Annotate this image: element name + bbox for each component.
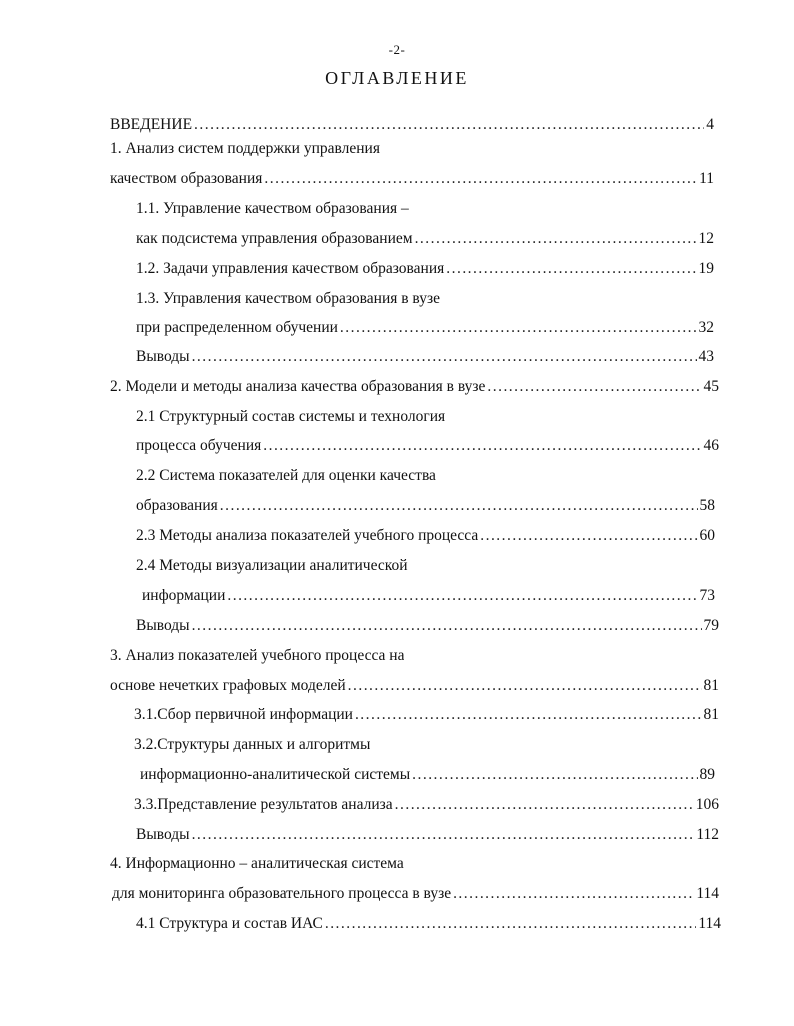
toc-page-number: 4 bbox=[706, 116, 714, 133]
dot-leader bbox=[355, 704, 702, 726]
toc-page-number: 89 bbox=[699, 766, 715, 783]
dot-leader bbox=[415, 228, 697, 250]
page-number: -2- bbox=[388, 42, 406, 57]
toc-page-number: 79 bbox=[703, 617, 719, 634]
toc-entry-text: 2.3 Методы анализа показателей учебного процесса bbox=[136, 527, 479, 544]
toc-entry-section-2-3 bbox=[136, 525, 715, 547]
toc-page-number: 106 bbox=[695, 796, 719, 813]
toc-entry-text: как подсистема управления образованием bbox=[136, 230, 413, 247]
page-title: ОГЛАВЛЕНИЕ bbox=[325, 68, 469, 88]
toc-entry-chapter-4 bbox=[112, 883, 719, 905]
toc-entry-text: 2. Модели и методы анализа качества образования в вузе bbox=[110, 378, 486, 395]
toc-section-2-2-heading: 2.2 Система показателей для оценки качества bbox=[136, 467, 436, 484]
dot-leader bbox=[487, 376, 701, 398]
toc-section-3-2-heading: 3.2.Структуры данных и алгоритмы bbox=[134, 736, 371, 753]
toc-page-number: 43 bbox=[698, 348, 714, 365]
toc-entry-text: Выводы bbox=[136, 348, 190, 365]
dot-leader bbox=[325, 913, 696, 935]
dot-leader bbox=[263, 435, 701, 457]
toc-entry-text: ВВЕДЕНИЕ bbox=[110, 116, 193, 133]
dot-leader bbox=[192, 615, 702, 637]
dot-leader bbox=[192, 824, 695, 846]
toc-entry-text: образования bbox=[136, 497, 218, 514]
toc-page-number: 81 bbox=[703, 706, 719, 723]
dot-leader bbox=[227, 585, 697, 607]
toc-entry-section-3-3 bbox=[134, 794, 719, 816]
dot-leader bbox=[192, 346, 697, 368]
toc-chapter-3-heading: 3. Анализ показателей учебного процесса на bbox=[110, 647, 405, 664]
toc-entry-section-1-3 bbox=[136, 317, 714, 339]
toc-entry-section-2-2 bbox=[136, 495, 715, 517]
toc-entry-section-2-1 bbox=[136, 435, 719, 457]
toc-entry-text: процесса обучения bbox=[136, 437, 262, 454]
toc-entry-text: информации bbox=[142, 587, 226, 604]
toc-page-number: 81 bbox=[703, 677, 719, 694]
toc-page-number: 19 bbox=[698, 260, 714, 277]
toc-entry-section-1-2 bbox=[136, 258, 714, 280]
toc-page-number: 12 bbox=[698, 230, 714, 247]
toc-entry-text: Выводы bbox=[136, 617, 190, 634]
dot-leader bbox=[264, 168, 697, 190]
toc-entry-text: для мониторинга образовательного процесса в вузе bbox=[112, 885, 452, 902]
toc-section-2-1-heading: 2.1 Структурный состав системы и технология bbox=[136, 408, 446, 425]
toc-entry-text: основе нечетких графовых моделей bbox=[110, 677, 346, 694]
dot-leader bbox=[480, 525, 697, 547]
toc-entry-chapter-2 bbox=[110, 376, 719, 398]
toc-entry-section-2-4 bbox=[142, 585, 715, 607]
dot-leader bbox=[194, 114, 704, 136]
dot-leader bbox=[340, 317, 697, 339]
dot-leader bbox=[220, 495, 698, 517]
toc-entry-introduction bbox=[110, 114, 714, 136]
toc-entry-conclusions-2 bbox=[136, 615, 719, 637]
toc-section-1-3-heading: 1.3. Управления качеством образования в вузе bbox=[136, 290, 440, 307]
toc-page-number: 112 bbox=[696, 826, 719, 843]
toc-entry-section-4-1 bbox=[136, 913, 721, 935]
toc-entry-text: 3.1.Сбор первичной информации bbox=[134, 706, 353, 723]
toc-section-1-1-heading: 1.1. Управление качеством образования – bbox=[136, 200, 409, 217]
toc-entry-chapter-1 bbox=[110, 168, 714, 190]
toc-entry-text: информационно-аналитической системы bbox=[140, 766, 411, 783]
toc-entry-text: при распределенном обучении bbox=[136, 319, 338, 336]
toc-entry-section-3-1 bbox=[134, 704, 719, 726]
toc-entry-text: 1.2. Задачи управления качеством образования bbox=[136, 260, 445, 277]
toc-entry-text: 4.1 Структура и состав ИАС bbox=[136, 915, 323, 932]
toc-entry-chapter-3 bbox=[110, 675, 719, 697]
toc-chapter-1-heading: 1. Анализ систем поддержки управления bbox=[110, 140, 380, 157]
toc-page-number: 114 bbox=[698, 915, 721, 932]
toc-page-number: 114 bbox=[696, 885, 719, 902]
toc-page-number: 32 bbox=[698, 319, 714, 336]
toc-entry-section-1-1 bbox=[136, 228, 714, 250]
toc-chapter-4-heading: 4. Информационно – аналитическая система bbox=[110, 855, 404, 872]
toc-entry-conclusions-3 bbox=[136, 824, 719, 846]
toc-page-number: 60 bbox=[699, 527, 715, 544]
toc-page-number: 45 bbox=[703, 378, 719, 395]
toc-entry-text: Выводы bbox=[136, 826, 190, 843]
toc-entry-section-3-2 bbox=[140, 764, 715, 786]
toc-page-number: 58 bbox=[699, 497, 715, 514]
toc-entry-text: 3.3.Представление результатов анализа bbox=[134, 796, 393, 813]
toc-page-number: 11 bbox=[699, 170, 714, 187]
toc-entry-conclusions-1 bbox=[136, 346, 714, 368]
toc-entry-text: качеством образования bbox=[110, 170, 263, 187]
dot-leader bbox=[453, 883, 694, 905]
dot-leader bbox=[412, 764, 697, 786]
toc-page-number: 73 bbox=[699, 587, 715, 604]
dot-leader bbox=[395, 794, 694, 816]
dot-leader bbox=[348, 675, 702, 697]
toc-section-2-4-heading: 2.4 Методы визуализации аналитической bbox=[136, 557, 408, 574]
toc-page-number: 46 bbox=[703, 437, 719, 454]
dot-leader bbox=[446, 258, 696, 280]
